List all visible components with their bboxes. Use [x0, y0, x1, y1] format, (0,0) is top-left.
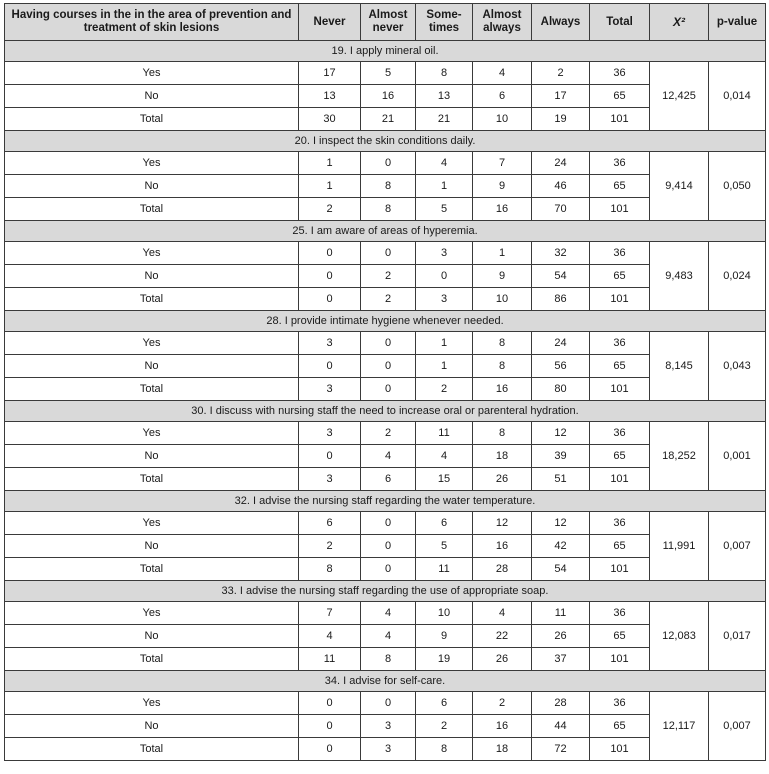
value-cell: 18: [473, 445, 532, 468]
row-label: Yes: [5, 692, 299, 715]
section-title: 25. I am aware of areas of hyperemia.: [5, 221, 766, 242]
value-cell: 65: [590, 265, 650, 288]
table-row: [5, 242, 766, 265]
value-cell: 12: [532, 422, 590, 445]
value-cell: 5: [416, 198, 473, 221]
row-label: Total: [5, 108, 299, 131]
value-cell: 16: [473, 715, 532, 738]
value-cell: 101: [590, 558, 650, 581]
value-cell: 37: [532, 648, 590, 671]
almost-never-column-header: Almost never: [361, 4, 416, 41]
row-label: No: [5, 625, 299, 648]
value-cell: 17: [532, 85, 590, 108]
value-cell: 16: [473, 535, 532, 558]
row-label: Total: [5, 198, 299, 221]
value-cell: 0: [361, 242, 416, 265]
value-cell: 16: [473, 198, 532, 221]
value-cell: 0: [361, 692, 416, 715]
value-cell: 101: [590, 108, 650, 131]
value-cell: 11: [416, 422, 473, 445]
row-label: Yes: [5, 602, 299, 625]
value-cell: 13: [416, 85, 473, 108]
always-column-header: Always: [532, 4, 590, 41]
value-cell: 11: [416, 558, 473, 581]
row-label: Total: [5, 738, 299, 761]
value-cell: 101: [590, 288, 650, 311]
value-cell: 2: [532, 62, 590, 85]
row-label: No: [5, 535, 299, 558]
row-label: Total: [5, 648, 299, 671]
value-cell: 5: [361, 62, 416, 85]
value-cell: 44: [532, 715, 590, 738]
value-cell: 65: [590, 445, 650, 468]
row-label: No: [5, 265, 299, 288]
value-cell: 8: [473, 332, 532, 355]
value-cell: 1: [473, 242, 532, 265]
value-cell: 21: [416, 108, 473, 131]
value-cell: 36: [590, 602, 650, 625]
section-title: 20. I inspect the skin conditions daily.: [5, 131, 766, 152]
section-header-row: [5, 581, 766, 602]
value-cell: 3: [299, 378, 361, 401]
chi-square-value: 12,117: [650, 692, 709, 761]
value-cell: 2: [416, 715, 473, 738]
value-cell: 2: [299, 535, 361, 558]
value-cell: 28: [532, 692, 590, 715]
value-cell: 26: [473, 468, 532, 491]
value-cell: 101: [590, 738, 650, 761]
value-cell: 0: [299, 738, 361, 761]
value-cell: 6: [473, 85, 532, 108]
value-cell: 3: [299, 332, 361, 355]
section-header-row: [5, 491, 766, 512]
value-cell: 19: [416, 648, 473, 671]
value-cell: 3: [361, 715, 416, 738]
value-cell: 8: [361, 198, 416, 221]
value-cell: 65: [590, 85, 650, 108]
value-cell: 54: [532, 265, 590, 288]
value-cell: 65: [590, 175, 650, 198]
never-column-header: Never: [299, 4, 361, 41]
value-cell: 3: [416, 242, 473, 265]
value-cell: 4: [416, 445, 473, 468]
value-cell: 42: [532, 535, 590, 558]
value-cell: 101: [590, 468, 650, 491]
value-cell: 8: [299, 558, 361, 581]
section-title: 32. I advise the nursing staff regarding the water temperature.: [5, 491, 766, 512]
value-cell: 10: [416, 602, 473, 625]
value-cell: 36: [590, 512, 650, 535]
value-cell: 15: [416, 468, 473, 491]
value-cell: 16: [473, 378, 532, 401]
value-cell: 46: [532, 175, 590, 198]
row-label: Yes: [5, 512, 299, 535]
p-value: 0,001: [709, 422, 766, 491]
row-label: Total: [5, 468, 299, 491]
value-cell: 26: [473, 648, 532, 671]
value-cell: 13: [299, 85, 361, 108]
value-cell: 36: [590, 62, 650, 85]
value-cell: 0: [361, 152, 416, 175]
header-row: [5, 4, 766, 41]
p-value: 0,007: [709, 692, 766, 761]
group-column-header: Having courses in the in the area of prevention and treatment of skin lesions: [5, 4, 299, 41]
value-cell: 9: [473, 265, 532, 288]
value-cell: 2: [361, 265, 416, 288]
value-cell: 36: [590, 422, 650, 445]
value-cell: 80: [532, 378, 590, 401]
section-title: 28. I provide intimate hygiene whenever needed.: [5, 311, 766, 332]
value-cell: 8: [416, 62, 473, 85]
row-label: Yes: [5, 332, 299, 355]
value-cell: 5: [416, 535, 473, 558]
section-title: 19. I apply mineral oil.: [5, 41, 766, 62]
value-cell: 0: [299, 445, 361, 468]
value-cell: 4: [361, 625, 416, 648]
value-cell: 101: [590, 648, 650, 671]
value-cell: 86: [532, 288, 590, 311]
value-cell: 26: [532, 625, 590, 648]
chi-square-value: 12,425: [650, 62, 709, 131]
total-column-header: Total: [590, 4, 650, 41]
row-label: Total: [5, 378, 299, 401]
value-cell: 0: [361, 535, 416, 558]
chi-square-column-header: X²: [650, 4, 709, 41]
value-cell: 36: [590, 692, 650, 715]
value-cell: 4: [473, 602, 532, 625]
chi-square-value: 9,414: [650, 152, 709, 221]
value-cell: 28: [473, 558, 532, 581]
table-row: [5, 62, 766, 85]
value-cell: 101: [590, 378, 650, 401]
value-cell: 56: [532, 355, 590, 378]
value-cell: 3: [361, 738, 416, 761]
value-cell: 1: [416, 175, 473, 198]
value-cell: 10: [473, 108, 532, 131]
value-cell: 4: [416, 152, 473, 175]
section-title: 33. I advise the nursing staff regarding the use of appropriate soap.: [5, 581, 766, 602]
value-cell: 0: [299, 692, 361, 715]
value-cell: 24: [532, 152, 590, 175]
value-cell: 21: [361, 108, 416, 131]
table-row: [5, 152, 766, 175]
row-label: Yes: [5, 242, 299, 265]
value-cell: 18: [473, 738, 532, 761]
chi-square-value: 18,252: [650, 422, 709, 491]
chi-square-value: 9,483: [650, 242, 709, 311]
value-cell: 1: [416, 332, 473, 355]
value-cell: 0: [361, 378, 416, 401]
value-cell: 22: [473, 625, 532, 648]
section-header-row: [5, 311, 766, 332]
section-title: 34. I advise for self-care.: [5, 671, 766, 692]
table-row: [5, 422, 766, 445]
value-cell: 12: [473, 512, 532, 535]
value-cell: 8: [473, 355, 532, 378]
value-cell: 30: [299, 108, 361, 131]
value-cell: 24: [532, 332, 590, 355]
value-cell: 8: [416, 738, 473, 761]
value-cell: 0: [361, 558, 416, 581]
row-label: No: [5, 715, 299, 738]
value-cell: 11: [299, 648, 361, 671]
chi-square-value: 11,991: [650, 512, 709, 581]
value-cell: 8: [361, 175, 416, 198]
value-cell: 10: [473, 288, 532, 311]
row-label: No: [5, 175, 299, 198]
value-cell: 0: [299, 355, 361, 378]
value-cell: 1: [299, 152, 361, 175]
value-cell: 2: [473, 692, 532, 715]
section-header-row: [5, 221, 766, 242]
value-cell: 0: [416, 265, 473, 288]
value-cell: 2: [361, 422, 416, 445]
value-cell: 0: [361, 355, 416, 378]
p-value: 0,007: [709, 512, 766, 581]
value-cell: 3: [416, 288, 473, 311]
value-cell: 36: [590, 332, 650, 355]
row-label: No: [5, 445, 299, 468]
p-value: 0,043: [709, 332, 766, 401]
row-label: Total: [5, 288, 299, 311]
section-title: 30. I discuss with nursing staff the need to increase oral or parenteral hydration.: [5, 401, 766, 422]
value-cell: 6: [299, 512, 361, 535]
value-cell: 39: [532, 445, 590, 468]
row-label: Yes: [5, 62, 299, 85]
section-header-row: [5, 671, 766, 692]
row-label: No: [5, 85, 299, 108]
value-cell: 65: [590, 625, 650, 648]
value-cell: 7: [299, 602, 361, 625]
value-cell: 36: [590, 152, 650, 175]
value-cell: 72: [532, 738, 590, 761]
value-cell: 0: [299, 242, 361, 265]
p-value: 0,024: [709, 242, 766, 311]
value-cell: 0: [361, 512, 416, 535]
value-cell: 3: [299, 422, 361, 445]
value-cell: 16: [361, 85, 416, 108]
value-cell: 4: [473, 62, 532, 85]
value-cell: 11: [532, 602, 590, 625]
value-cell: 4: [361, 445, 416, 468]
chi-square-value: 8,145: [650, 332, 709, 401]
value-cell: 65: [590, 535, 650, 558]
value-cell: 8: [361, 648, 416, 671]
results-table: [4, 3, 766, 761]
value-cell: 17: [299, 62, 361, 85]
p-value: 0,050: [709, 152, 766, 221]
row-label: Yes: [5, 422, 299, 445]
section-header-row: [5, 401, 766, 422]
almost-always-column-header: Almost always: [473, 4, 532, 41]
value-cell: 0: [299, 715, 361, 738]
value-cell: 7: [473, 152, 532, 175]
value-cell: 4: [361, 602, 416, 625]
value-cell: 0: [299, 265, 361, 288]
table-row: [5, 602, 766, 625]
p-value: 0,014: [709, 62, 766, 131]
value-cell: 6: [416, 692, 473, 715]
table-row: [5, 692, 766, 715]
value-cell: 2: [361, 288, 416, 311]
value-cell: 4: [299, 625, 361, 648]
value-cell: 32: [532, 242, 590, 265]
value-cell: 6: [416, 512, 473, 535]
row-label: No: [5, 355, 299, 378]
value-cell: 101: [590, 198, 650, 221]
value-cell: 8: [473, 422, 532, 445]
value-cell: 3: [299, 468, 361, 491]
value-cell: 6: [361, 468, 416, 491]
value-cell: 36: [590, 242, 650, 265]
value-cell: 1: [416, 355, 473, 378]
value-cell: 54: [532, 558, 590, 581]
value-cell: 65: [590, 355, 650, 378]
value-cell: 2: [299, 198, 361, 221]
section-header-row: [5, 131, 766, 152]
section-header-row: [5, 41, 766, 62]
value-cell: 51: [532, 468, 590, 491]
value-cell: 12: [532, 512, 590, 535]
value-cell: 19: [532, 108, 590, 131]
p-value: 0,017: [709, 602, 766, 671]
value-cell: 65: [590, 715, 650, 738]
value-cell: 1: [299, 175, 361, 198]
sometimes-column-header: Some-times: [416, 4, 473, 41]
row-label: Total: [5, 558, 299, 581]
value-cell: 70: [532, 198, 590, 221]
chi-square-value: 12,083: [650, 602, 709, 671]
value-cell: 9: [473, 175, 532, 198]
value-cell: 0: [299, 288, 361, 311]
row-label: Yes: [5, 152, 299, 175]
table-row: [5, 332, 766, 355]
table-row: [5, 512, 766, 535]
p-value-column-header: p-value: [709, 4, 766, 41]
value-cell: 0: [361, 332, 416, 355]
value-cell: 2: [416, 378, 473, 401]
value-cell: 9: [416, 625, 473, 648]
